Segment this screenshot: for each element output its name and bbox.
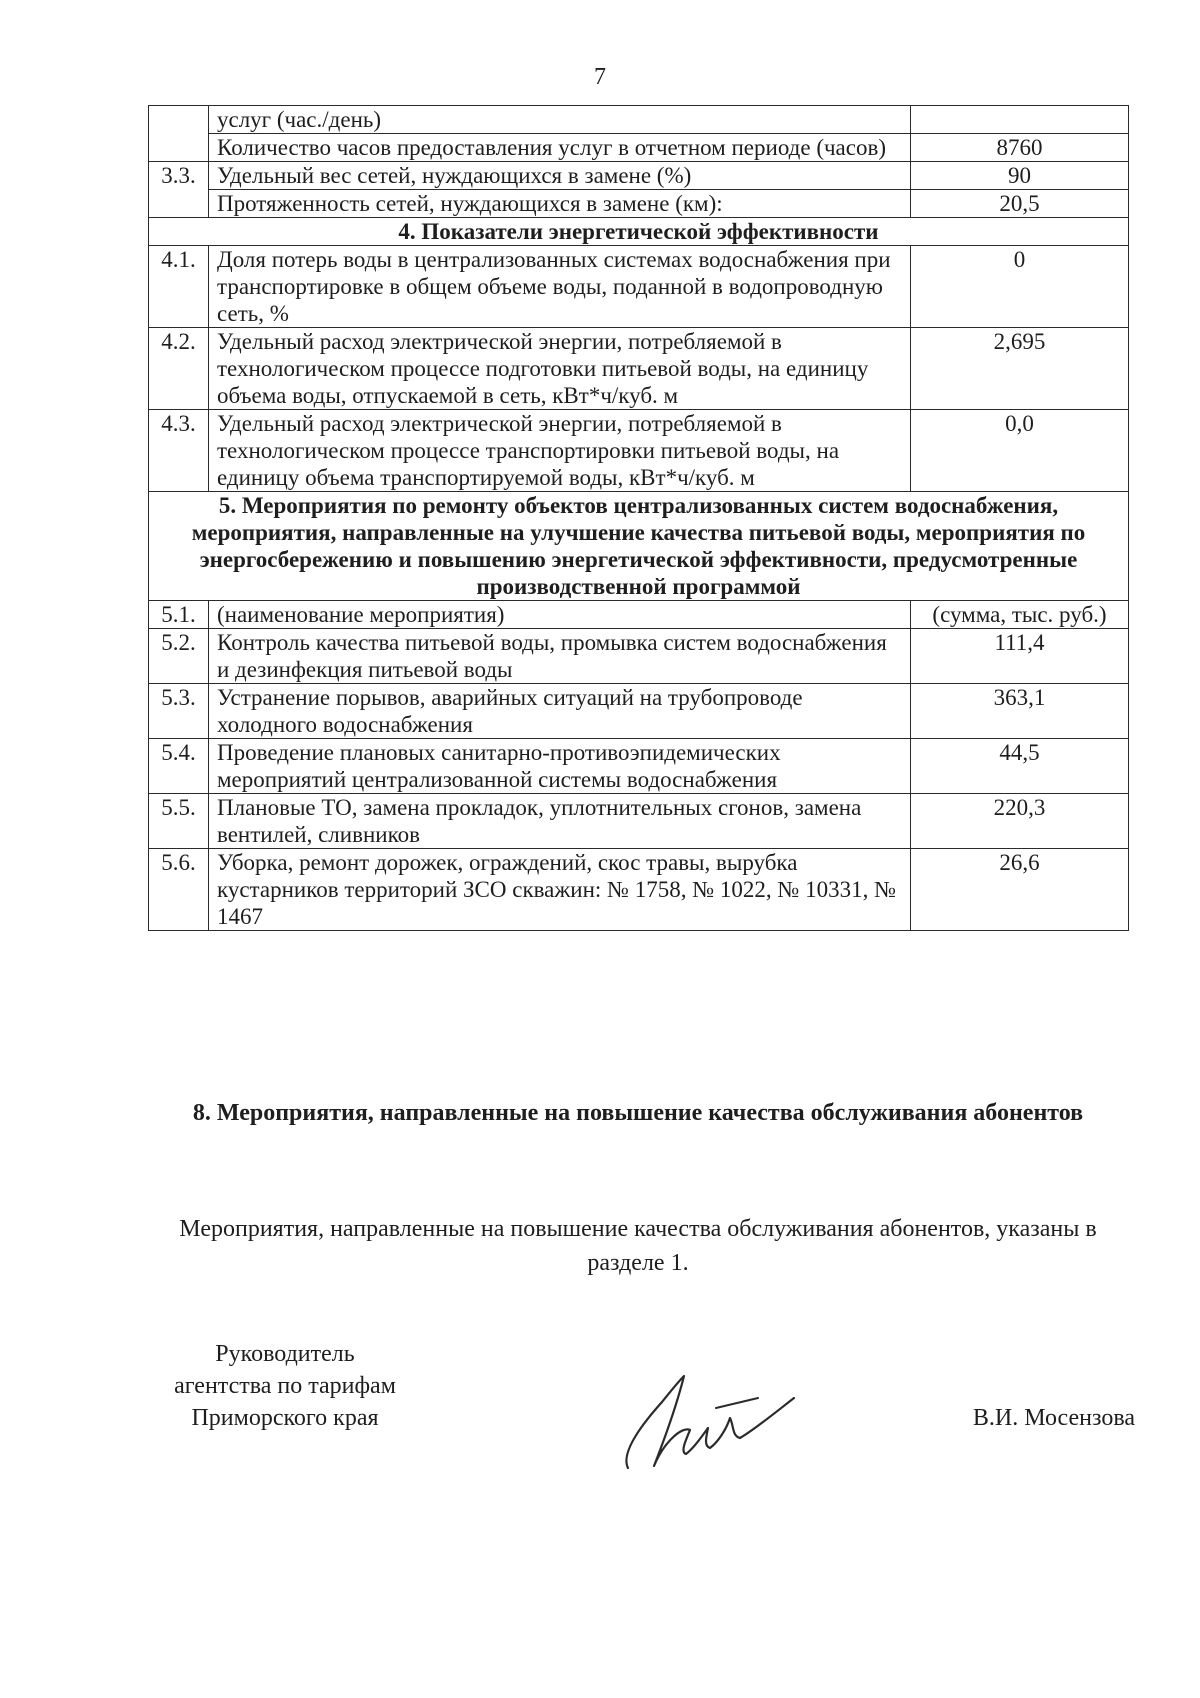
row-value: 26,6 xyxy=(911,849,1129,931)
signatory-title-line: агентства по тарифам xyxy=(174,1373,396,1399)
row-value: (сумма, тыс. руб.) xyxy=(911,601,1129,629)
table-row xyxy=(149,410,1129,492)
row-number: 5.6. xyxy=(149,849,209,931)
row-text: услуг (час./день) xyxy=(209,106,911,134)
signatory-title-line: Приморского края xyxy=(191,1405,379,1431)
row-value: 90 xyxy=(911,162,1129,190)
signatory-name: В.И. Мосензова xyxy=(972,1405,1135,1431)
row-text: Доля потерь воды в централизованных системах водоснабжения при транспортировке в общем объеме воды, поданной в водопроводную сеть, % xyxy=(209,246,911,328)
row-text: Проведение плановых санитарно-противоэпидемических мероприятий централизованной системы водоснабжения xyxy=(209,739,911,794)
row-number: 5.3. xyxy=(149,684,209,739)
row-number: 3.3. xyxy=(149,162,209,218)
table-header-row xyxy=(149,601,1129,629)
row-text: Удельный вес сетей, нуждающихся в замене (%) xyxy=(209,162,911,190)
row-value: 220,3 xyxy=(911,794,1129,849)
table-row xyxy=(149,106,1129,134)
row-text: Уборка, ремонт дорожек, ограждений, скос травы, вырубка кустарников территорий ЗСО скважин: № 1758, № 1022, № 10331, № 1467 xyxy=(209,849,911,931)
row-value: 363,1 xyxy=(911,684,1129,739)
table-row xyxy=(149,629,1129,684)
row-number: 4.3. xyxy=(149,410,209,492)
section-heading-row xyxy=(149,492,1129,601)
row-text: Устранение порывов, аварийных ситуаций на трубопроводе холодного водоснабжения xyxy=(209,684,911,739)
row-number: 4.1. xyxy=(149,246,209,328)
table-row xyxy=(149,246,1129,328)
row-text: Протяженность сетей, нуждающихся в замене (км): xyxy=(209,190,911,218)
table-row xyxy=(149,739,1129,794)
table-row xyxy=(149,849,1129,931)
table-row xyxy=(149,328,1129,410)
row-value: 0,0 xyxy=(911,410,1129,492)
program-table xyxy=(148,105,1129,931)
row-value: 8760 xyxy=(911,134,1129,162)
row-text: Количество часов предоставления услуг в отчетном периоде (часов) xyxy=(209,134,911,162)
row-text: Удельный расход электрической энергии, потребляемой в технологическом процессе транспортировки питьевой воды, на единицу объема транспортируемой воды, кВт*ч/куб. м xyxy=(209,410,911,492)
row-text: Контроль качества питьевой воды, промывка систем водоснабжения и дезинфекция питьевой воды xyxy=(209,629,911,684)
row-value: 2,695 xyxy=(911,328,1129,410)
section4-title: 4. Показатели энергетической эффективности xyxy=(149,218,1129,246)
row-text: Плановые ТО, замена прокладок, уплотнительных сгонов, замена вентилей, сливников xyxy=(209,794,911,849)
section8-text: Мероприятия, направленные на повышение качества обслуживания абонентов, указаны в разделе 1. xyxy=(179,1216,1097,1276)
row-number: 5.1. xyxy=(149,601,209,629)
page-number: 7 xyxy=(594,64,606,90)
row-value: 111,4 xyxy=(911,629,1129,684)
row-value: 44,5 xyxy=(911,739,1129,794)
table-row xyxy=(149,134,1129,162)
row-value xyxy=(911,106,1129,134)
table-row xyxy=(149,794,1129,849)
row-number: 5.2. xyxy=(149,629,209,684)
row-number: 5.5. xyxy=(149,794,209,849)
row-text: Удельный расход электрической энергии, потребляемой в технологическом процессе подготовки питьевой воды, на единицу объема воды, отпускаемой в сеть, кВт*ч/куб. м xyxy=(209,328,911,410)
section5-title: 5. Мероприятия по ремонту объектов централизованных систем водоснабжения, мероприятия, направленные на улучшение качества питьевой воды, мероприятия по энергосбережению и повышению энергетической эффективности, предусмотренные производственной программой xyxy=(149,492,1129,601)
section8-title: 8. Мероприятия, направленные на повышение качества обслуживания абонентов xyxy=(192,1100,1084,1126)
table-row xyxy=(149,162,1129,190)
section-heading-row xyxy=(149,218,1129,246)
row-number: 5.4. xyxy=(149,739,209,794)
signatory-title-line: Руководитель xyxy=(215,1341,355,1367)
row-text: (наименование мероприятия) xyxy=(209,601,911,629)
row-value: 0 xyxy=(911,246,1129,328)
row-number: 4.2. xyxy=(149,328,209,410)
table-row xyxy=(149,190,1129,218)
row-value: 20,5 xyxy=(911,190,1129,218)
table-row xyxy=(149,684,1129,739)
row-number xyxy=(149,106,209,162)
signatory-title xyxy=(140,1338,430,1434)
handwritten-signature xyxy=(608,1368,798,1478)
